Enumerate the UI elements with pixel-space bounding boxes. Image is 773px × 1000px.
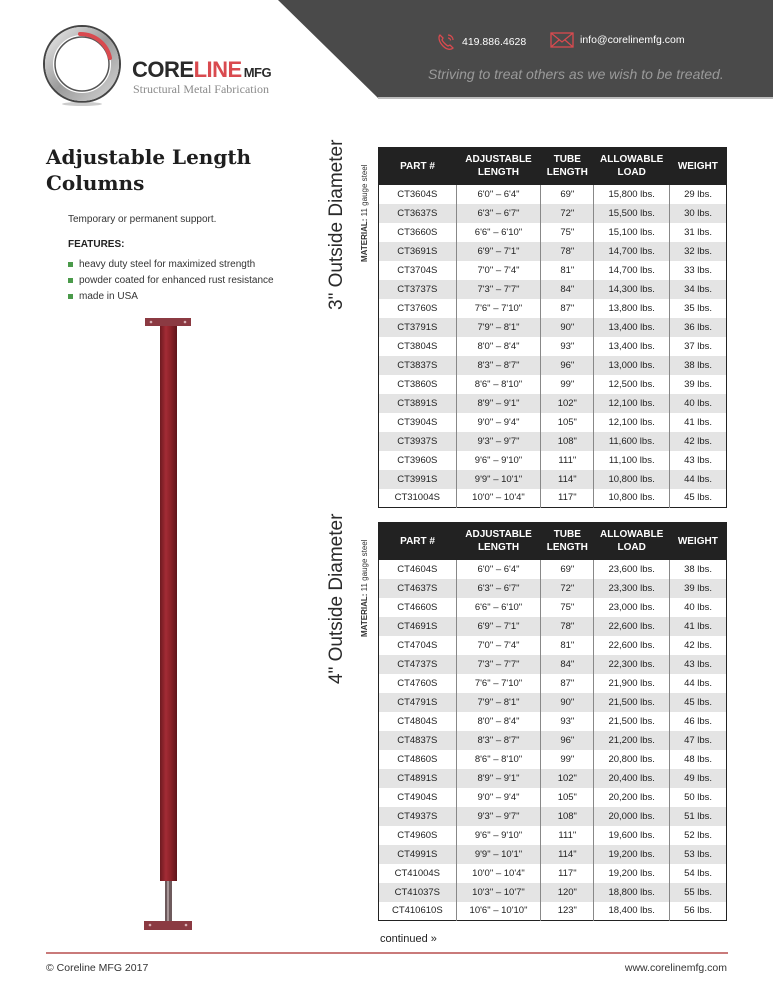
cell-tube-length: 105"	[541, 788, 594, 807]
cell-allowable-load: 14,300 lbs.	[594, 280, 670, 299]
cell-tube-length: 114"	[541, 470, 594, 489]
table-row	[379, 223, 727, 242]
table-row	[379, 318, 727, 337]
spec-table-4in	[378, 522, 727, 921]
cell-adjustable-length: 8'3" – 8'7"	[456, 356, 541, 375]
email-contact[interactable]	[550, 32, 685, 48]
cell-part-number: CT3660S	[379, 223, 457, 242]
cell-adjustable-length: 6'6" – 6'10"	[456, 598, 541, 617]
title-line-2: Columns	[46, 171, 145, 195]
cell-adjustable-length: 10'0" – 10'4"	[456, 489, 541, 508]
cell-adjustable-length: 7'3" – 7'7"	[456, 655, 541, 674]
cell-part-number: CT4860S	[379, 750, 457, 769]
cell-adjustable-length: 6'3" – 6'7"	[456, 204, 541, 223]
cell-tube-length: 99"	[541, 750, 594, 769]
cell-tube-length: 72"	[541, 579, 594, 598]
cell-weight: 42 lbs.	[670, 432, 727, 451]
cell-tube-length: 114"	[541, 845, 594, 864]
feature-item	[68, 256, 274, 272]
cell-weight: 39 lbs.	[670, 579, 727, 598]
cell-adjustable-length: 7'9" – 8'1"	[456, 318, 541, 337]
table-row	[379, 579, 727, 598]
footer-website-link[interactable]: www.corelinemfg.com	[624, 962, 727, 974]
cell-adjustable-length: 8'0" – 8'4"	[456, 712, 541, 731]
header-part-number: PART #	[379, 148, 457, 185]
cell-tube-length: 75"	[541, 223, 594, 242]
cell-tube-length: 90"	[541, 318, 594, 337]
cell-adjustable-length: 8'9" – 9'1"	[456, 769, 541, 788]
cell-part-number: CT4660S	[379, 598, 457, 617]
table-row	[379, 807, 727, 826]
cell-part-number: CT410610S	[379, 902, 457, 921]
cell-adjustable-length: 8'9" – 9'1"	[456, 394, 541, 413]
cell-tube-length: 72"	[541, 204, 594, 223]
cell-adjustable-length: 7'0" – 7'4"	[456, 636, 541, 655]
cell-adjustable-length: 8'6" – 8'10"	[456, 750, 541, 769]
table-row	[379, 242, 727, 261]
table-3in-diameter-label	[326, 140, 350, 310]
cell-part-number: CT4760S	[379, 674, 457, 693]
table-header-row	[379, 523, 727, 560]
phone-icon	[436, 32, 456, 52]
table-row	[379, 788, 727, 807]
cell-tube-length: 87"	[541, 674, 594, 693]
cell-allowable-load: 12,100 lbs.	[594, 394, 670, 413]
material-label: MATERIAL:	[360, 218, 369, 262]
cell-weight: 45 lbs.	[670, 693, 727, 712]
cell-weight: 40 lbs.	[670, 598, 727, 617]
cell-part-number: CT4837S	[379, 731, 457, 750]
table-row	[379, 280, 727, 299]
cell-part-number: CT4691S	[379, 617, 457, 636]
table-header-row	[379, 148, 727, 185]
cell-allowable-load: 20,800 lbs.	[594, 750, 670, 769]
table-3in-material-label	[360, 164, 369, 262]
cell-weight: 30 lbs.	[670, 204, 727, 223]
material-label: MATERIAL:	[360, 593, 369, 637]
table-row	[379, 826, 727, 845]
cell-part-number: CT41037S	[379, 883, 457, 902]
cell-allowable-load: 15,500 lbs.	[594, 204, 670, 223]
cell-part-number: CT4960S	[379, 826, 457, 845]
cell-adjustable-length: 9'0" – 9'4"	[456, 788, 541, 807]
cell-allowable-load: 15,800 lbs.	[594, 185, 670, 204]
continued-link[interactable]: continued »	[380, 933, 437, 945]
cell-allowable-load: 23,600 lbs.	[594, 560, 670, 579]
table-row	[379, 413, 727, 432]
cell-allowable-load: 19,200 lbs.	[594, 845, 670, 864]
cell-allowable-load: 21,500 lbs.	[594, 712, 670, 731]
cell-adjustable-length: 7'3" – 7'7"	[456, 280, 541, 299]
cell-adjustable-length: 7'9" – 8'1"	[456, 693, 541, 712]
cell-part-number: CT3704S	[379, 261, 457, 280]
cell-part-number: CT3860S	[379, 375, 457, 394]
cell-adjustable-length: 7'6" – 7'10"	[456, 674, 541, 693]
table-row	[379, 712, 727, 731]
cell-adjustable-length: 8'0" – 8'4"	[456, 337, 541, 356]
cell-tube-length: 111"	[541, 451, 594, 470]
cell-weight: 56 lbs.	[670, 902, 727, 921]
cell-part-number: CT41004S	[379, 864, 457, 883]
cell-weight: 38 lbs.	[670, 560, 727, 579]
spec-table-3in	[378, 147, 727, 508]
bullet-square-icon	[68, 262, 73, 267]
cell-adjustable-length: 9'6" – 9'10"	[456, 826, 541, 845]
table-row	[379, 356, 727, 375]
table-row	[379, 375, 727, 394]
header-part-number: PART #	[379, 523, 457, 560]
cell-part-number: CT3737S	[379, 280, 457, 299]
cell-weight: 44 lbs.	[670, 674, 727, 693]
cell-allowable-load: 21,200 lbs.	[594, 731, 670, 750]
cell-adjustable-length: 6'0" – 6'4"	[456, 560, 541, 579]
cell-tube-length: 87"	[541, 299, 594, 318]
cell-allowable-load: 19,600 lbs.	[594, 826, 670, 845]
coreline-logo	[40, 22, 280, 112]
feature-text: heavy duty steel for maximized strength	[79, 258, 256, 270]
table-row	[379, 299, 727, 318]
table-row	[379, 769, 727, 788]
cell-part-number: CT3904S	[379, 413, 457, 432]
table-row	[379, 864, 727, 883]
cell-adjustable-length: 10'0" – 10'4"	[456, 864, 541, 883]
cell-part-number: CT4937S	[379, 807, 457, 826]
cell-adjustable-length: 9'6" – 9'10"	[456, 451, 541, 470]
cell-part-number: CT3637S	[379, 204, 457, 223]
header-tube-length: TUBE LENGTH	[541, 523, 594, 560]
cell-part-number: CT4704S	[379, 636, 457, 655]
table-row	[379, 451, 727, 470]
cell-weight: 41 lbs.	[670, 413, 727, 432]
cell-adjustable-length: 9'0" – 9'4"	[456, 413, 541, 432]
table-row	[379, 185, 727, 204]
features-list	[68, 256, 274, 304]
logo-word-line: LINE	[193, 57, 242, 82]
cell-adjustable-length: 9'3" – 9'7"	[456, 432, 541, 451]
cell-weight: 44 lbs.	[670, 470, 727, 489]
cell-tube-length: 117"	[541, 489, 594, 508]
cell-part-number: CT31004S	[379, 489, 457, 508]
cell-weight: 46 lbs.	[670, 712, 727, 731]
header-banner-shadow	[378, 97, 773, 99]
cell-adjustable-length: 7'0" – 7'4"	[456, 261, 541, 280]
table-row	[379, 489, 727, 508]
table-row	[379, 337, 727, 356]
table-row	[379, 674, 727, 693]
cell-adjustable-length: 10'6" – 10'10"	[456, 902, 541, 921]
email-address[interactable]: info@corelinemfg.com	[580, 34, 685, 46]
cell-tube-length: 108"	[541, 432, 594, 451]
table-row	[379, 845, 727, 864]
cell-weight: 29 lbs.	[670, 185, 727, 204]
cell-tube-length: 117"	[541, 864, 594, 883]
header-allowable-load: ALLOWABLE LOAD	[594, 148, 670, 185]
diameter-label-text: 3" Outside Diameter	[326, 139, 347, 310]
cell-weight: 43 lbs.	[670, 451, 727, 470]
cell-part-number: CT3937S	[379, 432, 457, 451]
feature-text: powder coated for enhanced rust resistance	[79, 274, 274, 286]
cell-tube-length: 105"	[541, 413, 594, 432]
cell-adjustable-length: 10'3" – 10'7"	[456, 883, 541, 902]
cell-allowable-load: 20,200 lbs.	[594, 788, 670, 807]
cell-part-number: CT4637S	[379, 579, 457, 598]
features-heading: FEATURES:	[68, 239, 125, 250]
cell-tube-length: 96"	[541, 731, 594, 750]
table-row	[379, 617, 727, 636]
header-adjustable-length: ADJUSTABLE LENGTH	[456, 148, 541, 185]
feature-item	[68, 288, 274, 304]
logo-subtitle: Structural Metal Fabrication	[133, 82, 269, 96]
cell-allowable-load: 14,700 lbs.	[594, 242, 670, 261]
cell-allowable-load: 20,400 lbs.	[594, 769, 670, 788]
cell-adjustable-length: 9'3" – 9'7"	[456, 807, 541, 826]
cell-weight: 54 lbs.	[670, 864, 727, 883]
cell-tube-length: 111"	[541, 826, 594, 845]
adjustable-column-photo	[140, 318, 200, 936]
cell-weight: 38 lbs.	[670, 356, 727, 375]
cell-allowable-load: 20,000 lbs.	[594, 807, 670, 826]
cell-tube-length: 84"	[541, 280, 594, 299]
cell-weight: 45 lbs.	[670, 489, 727, 508]
cell-adjustable-length: 6'3" – 6'7"	[456, 579, 541, 598]
cell-part-number: CT4804S	[379, 712, 457, 731]
cell-allowable-load: 18,800 lbs.	[594, 883, 670, 902]
header-adjustable-length: ADJUSTABLE LENGTH	[456, 523, 541, 560]
table-row	[379, 655, 727, 674]
cell-allowable-load: 22,600 lbs.	[594, 636, 670, 655]
cell-part-number: CT4991S	[379, 845, 457, 864]
diameter-label-text: 4" Outside Diameter	[326, 513, 347, 684]
envelope-icon	[550, 32, 574, 48]
product-intro: Temporary or permanent support.	[68, 214, 217, 225]
cell-part-number: CT3891S	[379, 394, 457, 413]
table-4in-material-label	[360, 539, 369, 637]
cell-tube-length: 90"	[541, 693, 594, 712]
table-row	[379, 394, 727, 413]
cell-allowable-load: 12,500 lbs.	[594, 375, 670, 394]
cell-adjustable-length: 6'0" – 6'4"	[456, 185, 541, 204]
cell-weight: 41 lbs.	[670, 617, 727, 636]
table-row	[379, 636, 727, 655]
cell-allowable-load: 15,100 lbs.	[594, 223, 670, 242]
cell-adjustable-length: 7'6" – 7'10"	[456, 299, 541, 318]
cell-part-number: CT4904S	[379, 788, 457, 807]
title-line-1: Adjustable Length	[46, 145, 252, 169]
cell-weight: 37 lbs.	[670, 337, 727, 356]
cell-tube-length: 102"	[541, 394, 594, 413]
cell-weight: 52 lbs.	[670, 826, 727, 845]
cell-tube-length: 81"	[541, 261, 594, 280]
table-row	[379, 731, 727, 750]
table-row	[379, 693, 727, 712]
cell-adjustable-length: 6'9" – 7'1"	[456, 617, 541, 636]
table-row	[379, 598, 727, 617]
table-row	[379, 902, 727, 921]
header-weight: WEIGHT	[670, 523, 727, 560]
cell-tube-length: 69"	[541, 560, 594, 579]
feature-item	[68, 272, 274, 288]
cell-allowable-load: 23,000 lbs.	[594, 598, 670, 617]
cell-part-number: CT3960S	[379, 451, 457, 470]
cell-allowable-load: 18,400 lbs.	[594, 902, 670, 921]
table-row	[379, 432, 727, 451]
logo-word-core: CORE	[132, 57, 194, 82]
cell-weight: 43 lbs.	[670, 655, 727, 674]
material-value: 11 gauge steel	[360, 539, 369, 592]
cell-weight: 36 lbs.	[670, 318, 727, 337]
table-4in-diameter-label	[326, 514, 350, 684]
cell-weight: 53 lbs.	[670, 845, 727, 864]
cell-weight: 32 lbs.	[670, 242, 727, 261]
cell-allowable-load: 10,800 lbs.	[594, 470, 670, 489]
cell-part-number: CT3804S	[379, 337, 457, 356]
table-row	[379, 261, 727, 280]
cell-tube-length: 96"	[541, 356, 594, 375]
cell-tube-length: 69"	[541, 185, 594, 204]
cell-tube-length: 102"	[541, 769, 594, 788]
cell-weight: 47 lbs.	[670, 731, 727, 750]
cell-adjustable-length: 8'6" – 8'10"	[456, 375, 541, 394]
cell-weight: 33 lbs.	[670, 261, 727, 280]
cell-allowable-load: 23,300 lbs.	[594, 579, 670, 598]
cell-part-number: CT3991S	[379, 470, 457, 489]
footer-divider	[46, 952, 728, 954]
cell-part-number: CT3791S	[379, 318, 457, 337]
table-row	[379, 470, 727, 489]
phone-number[interactable]: 419.886.4628	[462, 36, 527, 48]
table-row	[379, 204, 727, 223]
cell-part-number: CT4891S	[379, 769, 457, 788]
phone-contact[interactable]	[436, 32, 526, 52]
material-value: 11 gauge steel	[360, 164, 369, 217]
cell-allowable-load: 13,800 lbs.	[594, 299, 670, 318]
cell-tube-length: 75"	[541, 598, 594, 617]
page-title	[46, 144, 306, 196]
cell-adjustable-length: 8'3" – 8'7"	[456, 731, 541, 750]
cell-tube-length: 93"	[541, 337, 594, 356]
cell-allowable-load: 13,400 lbs.	[594, 337, 670, 356]
cell-part-number: CT4737S	[379, 655, 457, 674]
table-row	[379, 750, 727, 769]
cell-allowable-load: 13,400 lbs.	[594, 318, 670, 337]
cell-adjustable-length: 9'9" – 10'1"	[456, 845, 541, 864]
feature-text: made in USA	[79, 290, 138, 302]
cell-part-number: CT4791S	[379, 693, 457, 712]
cell-allowable-load: 11,600 lbs.	[594, 432, 670, 451]
cell-tube-length: 120"	[541, 883, 594, 902]
cell-part-number: CT3760S	[379, 299, 457, 318]
cell-weight: 42 lbs.	[670, 636, 727, 655]
table-row	[379, 560, 727, 579]
cell-weight: 55 lbs.	[670, 883, 727, 902]
cell-allowable-load: 19,200 lbs.	[594, 864, 670, 883]
cell-allowable-load: 21,500 lbs.	[594, 693, 670, 712]
cell-part-number: CT3691S	[379, 242, 457, 261]
logo-word-mfg: MFG	[243, 65, 272, 80]
header-allowable-load: ALLOWABLE LOAD	[594, 523, 670, 560]
logo-ring-icon	[40, 22, 124, 106]
footer-copyright: © Coreline MFG 2017	[46, 962, 149, 974]
cell-weight: 39 lbs.	[670, 375, 727, 394]
cell-weight: 35 lbs.	[670, 299, 727, 318]
cell-adjustable-length: 9'9" – 10'1"	[456, 470, 541, 489]
cell-allowable-load: 14,700 lbs.	[594, 261, 670, 280]
cell-tube-length: 81"	[541, 636, 594, 655]
cell-allowable-load: 21,900 lbs.	[594, 674, 670, 693]
header-weight: WEIGHT	[670, 148, 727, 185]
cell-weight: 34 lbs.	[670, 280, 727, 299]
cell-tube-length: 78"	[541, 242, 594, 261]
cell-tube-length: 123"	[541, 902, 594, 921]
cell-weight: 40 lbs.	[670, 394, 727, 413]
cell-tube-length: 99"	[541, 375, 594, 394]
cell-part-number: CT4604S	[379, 560, 457, 579]
cell-tube-length: 84"	[541, 655, 594, 674]
table-row	[379, 883, 727, 902]
cell-allowable-load: 13,000 lbs.	[594, 356, 670, 375]
cell-allowable-load: 22,300 lbs.	[594, 655, 670, 674]
cell-part-number: CT3837S	[379, 356, 457, 375]
logo-wordmark	[132, 57, 271, 83]
cell-part-number: CT3604S	[379, 185, 457, 204]
cell-adjustable-length: 6'9" – 7'1"	[456, 242, 541, 261]
bullet-square-icon	[68, 294, 73, 299]
tagline: Striving to treat others as we wish to be treated.	[428, 66, 724, 82]
cell-weight: 48 lbs.	[670, 750, 727, 769]
cell-allowable-load: 12,100 lbs.	[594, 413, 670, 432]
cell-weight: 50 lbs.	[670, 788, 727, 807]
cell-weight: 49 lbs.	[670, 769, 727, 788]
cell-allowable-load: 11,100 lbs.	[594, 451, 670, 470]
cell-tube-length: 108"	[541, 807, 594, 826]
cell-weight: 31 lbs.	[670, 223, 727, 242]
cell-tube-length: 93"	[541, 712, 594, 731]
cell-adjustable-length: 6'6" – 6'10"	[456, 223, 541, 242]
bullet-square-icon	[68, 278, 73, 283]
cell-allowable-load: 10,800 lbs.	[594, 489, 670, 508]
cell-weight: 51 lbs.	[670, 807, 727, 826]
cell-allowable-load: 22,600 lbs.	[594, 617, 670, 636]
header-tube-length: TUBE LENGTH	[541, 148, 594, 185]
cell-tube-length: 78"	[541, 617, 594, 636]
